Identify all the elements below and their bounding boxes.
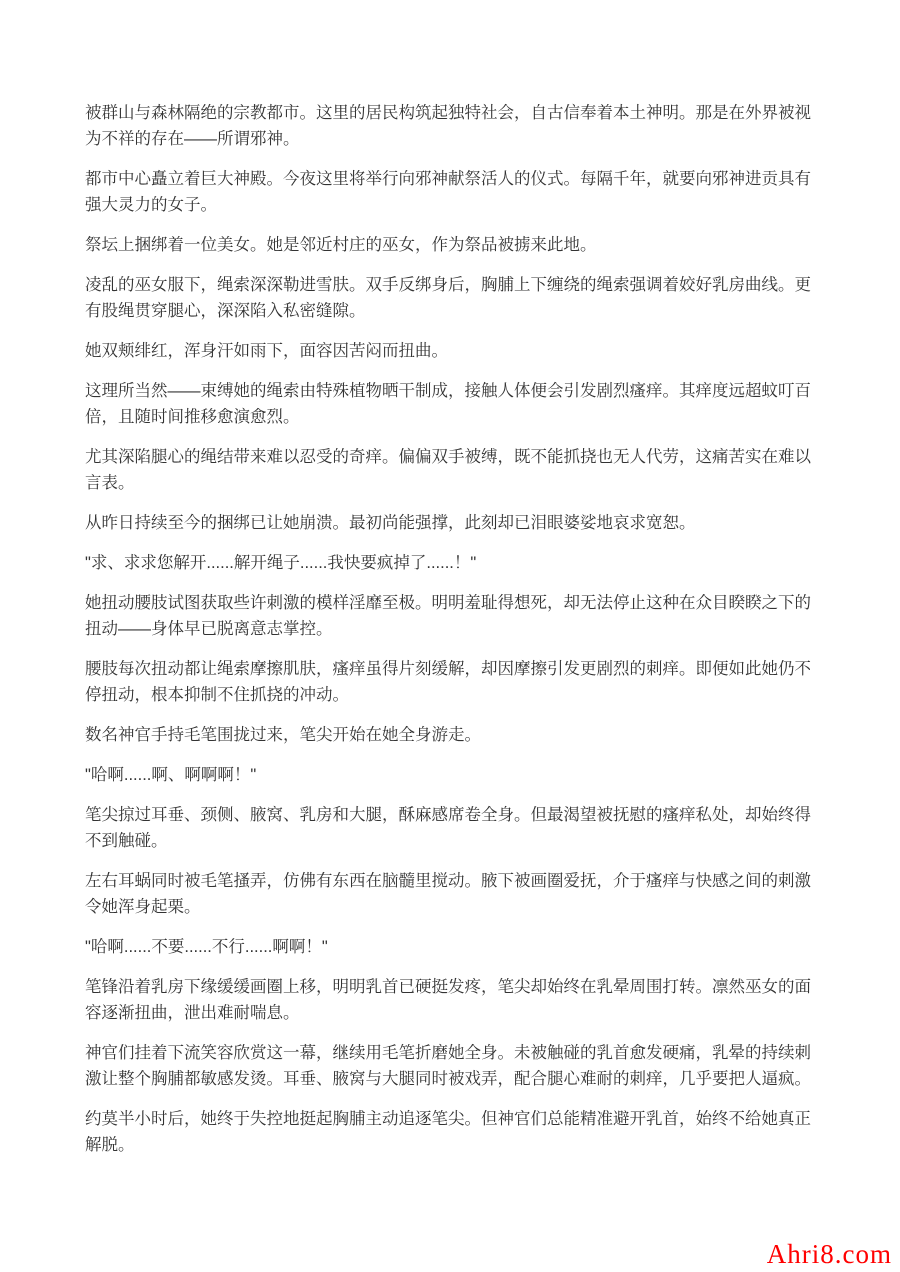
story-paragraph: 从昨日持续至今的捆绑已让她崩溃。最初尚能强撑，此刻却已泪眼婆娑地哀求宽恕。 bbox=[85, 514, 696, 532]
story-paragraph-dialogue: "哈啊......啊、啊啊啊！" bbox=[85, 766, 257, 784]
story-paragraph: 神官们挂着下流笑容欣赏这一幕，继续用毛笔折磨她全身。未被触碰的乳首愈发硬痛，乳晕的持续刺激让整个胸脯都敏感发烫。耳垂、腋窝与大腿同时被戏弄，配合腿心难耐的刺痒，几乎要把人逼疯。 bbox=[85, 1044, 811, 1088]
story-paragraph: 都市中心矗立着巨大神殿。今夜这里将举行向邪神献祭活人的仪式。每隔千年，就要向邪神进贡具有强大灵力的女子。 bbox=[85, 170, 811, 214]
story-paragraph: 被群山与森林隔绝的宗教都市。这里的居民构筑起独特社会，自古信奉着本土神明。那是在外界被视为不祥的存在——所谓邪神。 bbox=[85, 104, 811, 148]
story-paragraph-dialogue: "哈啊......不要......不行......啊啊！" bbox=[85, 938, 328, 956]
story-paragraph: 她扭动腰肢试图获取些许刺激的模样淫靡至极。明明羞耻得想死，却无法停止这种在众目睽睽之下的扭动——身体早已脱离意志掌控。 bbox=[85, 594, 811, 638]
story-paragraph-dialogue: "求、求求您解开......解开绳子......我快要疯掉了......！" bbox=[85, 554, 477, 572]
watermark: Ahri8.com bbox=[766, 1239, 892, 1269]
story-paragraph: 这理所当然——束缚她的绳索由特殊植物晒干制成，接触人体便会引发剧烈瘙痒。其痒度远超蚊叮百倍，且随时间推移愈演愈烈。 bbox=[85, 382, 811, 426]
story-paragraph: 尤其深陷腿心的绳结带来难以忍受的奇痒。偏偏双手被缚，既不能抓挠也无人代劳，这痛苦实在难以言表。 bbox=[85, 448, 811, 492]
story-paragraph: 腰肢每次扭动都让绳索摩擦肌肤，瘙痒虽得片刻缓解，却因摩擦引发更剧烈的刺痒。即便如此她仍不停扭动，根本抑制不住抓挠的冲动。 bbox=[85, 660, 811, 704]
story-paragraph: 凌乱的巫女服下，绳索深深勒进雪肤。双手反绑身后，胸脯上下缠绕的绳索强调着姣好乳房曲线。更有股绳贯穿腿心，深深陷入私密缝隙。 bbox=[85, 276, 811, 320]
story-text bbox=[85, 100, 815, 1172]
story-paragraph: 笔尖掠过耳垂、颈侧、腋窝、乳房和大腿，酥麻感席卷全身。但最渴望被抚慰的瘙痒私处，却始终得不到触碰。 bbox=[85, 806, 811, 850]
story-paragraph: 笔锋沿着乳房下缘缓缓画圈上移，明明乳首已硬挺发疼，笔尖却始终在乳晕周围打转。凛然巫女的面容逐渐扭曲，泄出难耐喘息。 bbox=[85, 978, 811, 1022]
story-paragraph: 约莫半小时后，她终于失控地挺起胸脯主动追逐笔尖。但神官们总能精准避开乳首，始终不给她真正解脱。 bbox=[85, 1110, 811, 1154]
story-paragraph: 她双颊绯红，浑身汗如雨下，面容因苦闷而扭曲。 bbox=[85, 342, 448, 360]
story-paragraph: 祭坛上捆绑着一位美女。她是邻近村庄的巫女，作为祭品被掳来此地。 bbox=[85, 236, 597, 254]
story-paragraph: 左右耳蜗同时被毛笔搔弄，仿佛有东西在脑髓里搅动。腋下被画圈爱抚，介于瘙痒与快感之间的刺激令她浑身起栗。 bbox=[85, 872, 811, 916]
story-paragraph: 数名神官手持毛笔围拢过来，笔尖开始在她全身游走。 bbox=[85, 726, 481, 744]
